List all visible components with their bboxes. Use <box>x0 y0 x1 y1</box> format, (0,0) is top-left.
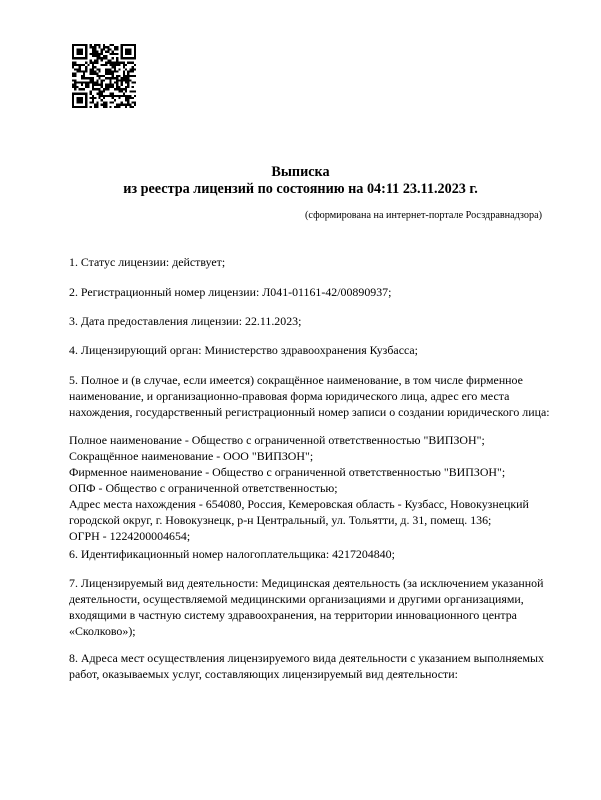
item-addresses <box>69 650 559 682</box>
item-authority-text: 4. Лицензирующий орган: Министерство здравоохранения Кузбасса; <box>69 343 418 357</box>
short-name-line: Сокращённое наименование - ООО "ВИПЗОН"; <box>69 449 314 463</box>
document-title: Выписка <box>271 164 330 180</box>
ogrn-line: ОГРН - 1224200004654; <box>69 529 191 543</box>
item-date-text: 3. Дата предоставления лицензии: 22.11.2023; <box>69 314 302 328</box>
address-line: городской округ, г. Новокузнецк, р-н Центральный, ул. Тольятти, д. 31, помещ. 136; <box>69 513 492 527</box>
opf-line: ОПФ - Общество с ограниченной ответственностью; <box>69 481 338 495</box>
item-reg-number <box>69 284 559 300</box>
paragraph-line: 5. Полное и (в случае, если имеется) сокращённое наименование, в том числе фирменное <box>69 373 523 387</box>
item-reg-number-text: 2. Регистрационный номер лицензии: Л041-01161-42/00890937; <box>69 285 392 299</box>
item-inn <box>69 546 559 562</box>
item-activity <box>69 575 559 639</box>
paragraph-line: деятельности, осуществляемой медицинскими организациями и другими организациями, <box>69 592 524 606</box>
item-status <box>69 254 559 270</box>
qr-code-icon <box>72 44 136 108</box>
item-authority <box>69 342 559 358</box>
full-name-line: Полное наименование - Общество с ограниченной ответственностью "ВИПЗОН"; <box>69 433 485 447</box>
paragraph-line: работ, оказываемых услуг, составляющих лицензируемый вид деятельности: <box>69 667 458 681</box>
paragraph-line: 8. Адреса мест осуществления лицензируемого вида деятельности с указанием выполняемых <box>69 651 544 665</box>
address-line: Адрес места нахождения - 654080, Россия, Кемеровская область - Кузбасс, Новокузнецкий <box>69 497 529 511</box>
item-names-header <box>69 372 559 420</box>
brand-name-line: Фирменное наименование - Общество с ограниченной ответственностью "ВИПЗОН"; <box>69 465 506 479</box>
source-note: (сформирована на интернет-портале Росздравнадзора) <box>305 210 542 221</box>
item-date <box>69 313 559 329</box>
item-names-details <box>69 432 559 544</box>
paragraph-line: нахождения, государственный регистрационный номер записи о создании юридического лица: <box>69 405 550 419</box>
paragraph-line: наименование, и организационно-правовая форма юридического лица, адрес его места <box>69 389 510 403</box>
item-status-text: 1. Статус лицензии: действует; <box>69 255 226 269</box>
paragraph-line: входящими в частную систему здравоохранения, на территории инновационного центра <box>69 608 517 622</box>
document-subtitle: из реестра лицензий по состоянию на 04:11 23.11.2023 г. <box>123 181 478 197</box>
paragraph-line: «Сколково»); <box>69 624 136 638</box>
paragraph-line: 7. Лицензируемый вид деятельности: Медицинская деятельность (за исключением указанной <box>69 576 544 590</box>
item-inn-text: 6. Идентификационный номер налогоплательщика: 4217204840; <box>69 547 395 561</box>
